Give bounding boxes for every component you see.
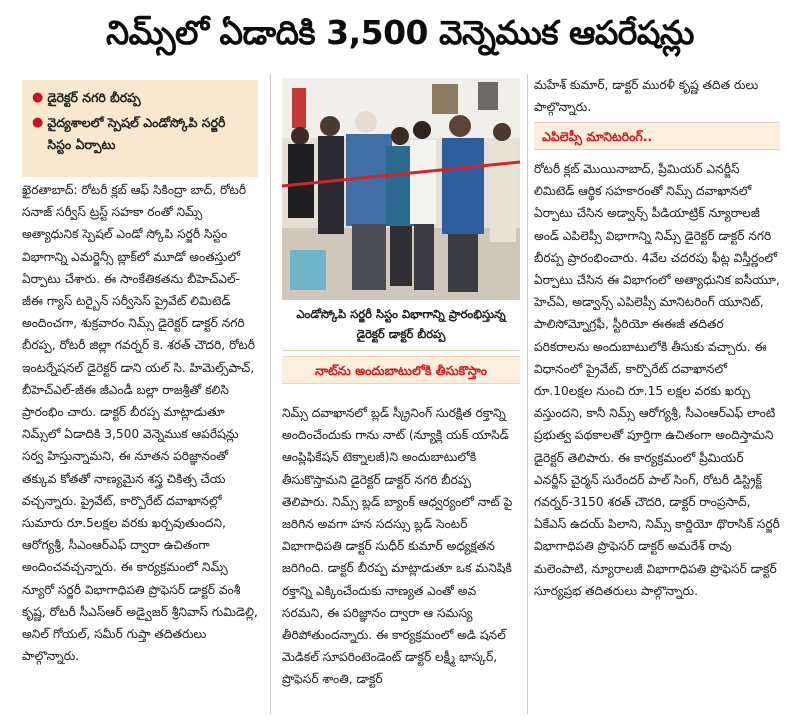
article-column-3b bbox=[534, 154, 780, 602]
article-body-1: ఖైరతాబాద్: రోటరీ క్లబ్ ఆఫ్ సికింద్రా బాద్, రోటరీ సనాజ్ సర్వీస్ ట్రస్ట్ సహకా రంతో నిమ్స్ అత్యాధునిక స్పెషల్ ఎండో స్కోపి సర్జరీ సిస్టం విభాగాన్ని ఎమర్జెన్సీ బ్లాక్‌లో మూడో అంతస్తులో ఏర్పాటు చేశారు. ఈ సాంకేతికతను బీహెచ్ఎల్-జీఈ గ్యాస్ టర్బైన్ సర్వీసెస్ ప్రైవేట్ లిమిటెడ్ అందించగా, శుక్రవారం నిమ్స్ డైరెక్టర్ డాక్టర్ నగరి బీరప్ప, రోటరీ జిల్లా గవర్నర్ కె. శరత్ చౌదరి, రోటరీ ఇంటర్నేషనల్ డైరెక్టర్ డాని యల్ సి. హిమెల్స్‌పాచ్, బీహెచ్ఎల్-జీఈ జీఎండీ బల్లా రాజశ్రీతో కలిసి ప్రారంభిం చారు. డాక్టర్ బీరప్ప మాట్లాడుతూ నిమ్స్‌లో ఏడాదికి 3,500 వెన్నెముక ఆపరేషన్లు సర్వ హిస్తున్నామని, ఈ నూతన పరిజ్ఞానంతో తక్కువ కోతతో నాణ్యమైన శస్త్ర చికిత్స చేయ వచ్చన్నారు. ప్రైవేట్, కార్పొరేట్ దవాఖానల్లో సుమారు రూ.5లక్షల వరకు ఖర్చవుతుందని, ఆరోగ్యశ్రీ, సీఎంఆర్ఎఫ్ ద్వారా ఉచితంగా అందించవచ్చన్నారు. ఈ కార్యక్రమంలో నిమ్స్ న్యూరో సర్జరీ విభాగాధిపతి ప్రొఫెసర్ డాక్టర్ వంశీ కృష్ణ, రోటరీ సీఎస్ఆర్ అడ్వైజర్ శ్రీనివాస్ గుమిడెల్లి, అనిల్ గోయల్, సమీర్ గుప్తా తదితరులు పాల్గొన్నారు. bbox=[22, 183, 258, 664]
photo-caption: ఎండోస్కోపి సర్జరీ సిస్టం విభాగాన్ని ప్రారంభిస్తున్న డైరెక్టర్ డాక్టర్ బీరప్ప bbox=[296, 307, 506, 341]
subheading-epilepsy: ఎపిలెప్సీ మానిటరింగ్.. bbox=[534, 122, 780, 150]
subheading-nat: నాట్‌ను అందుబాటులోకి తీసుకొస్తాం bbox=[282, 356, 520, 384]
highlight-text: డైరెక్టర్ నగరి బీరప్ప bbox=[47, 90, 141, 105]
column-divider-1 bbox=[270, 74, 271, 714]
ribbon-cutting-photo-illustration bbox=[282, 78, 520, 300]
highlight-text: వైద్యశాలలో స్పెషల్ ఎండోస్కోపి సర్జరీ సిస్టం ఏర్పాటు bbox=[47, 115, 226, 152]
headline: నిమ్స్‌లో ఏడాదికి 3,500 వెన్నెముక ఆపరేషన్లు bbox=[106, 13, 694, 52]
highlight-item bbox=[32, 112, 252, 156]
article-column-3 bbox=[534, 74, 780, 120]
article-column-1 bbox=[22, 179, 258, 667]
caption-divider bbox=[282, 350, 520, 351]
article-body-3a: మహేశ్ కుమార్, డాక్టర్ మురళీ కృష్ణ తదిత రులు పాల్గొన్నారు. bbox=[534, 78, 759, 115]
highlight-item bbox=[32, 87, 252, 109]
highlights-box bbox=[22, 80, 258, 177]
article-column-2 bbox=[282, 402, 520, 691]
column-divider-2 bbox=[527, 74, 528, 714]
news-photo bbox=[282, 78, 520, 300]
article-body-2: నిమ్స్ దవాఖానలో బ్లడ్ స్క్రీనింగ్ సురక్షిత రక్తాన్ని అందించేందుకు గాను నాట్ (న్యూక్లి యక్ యాసిడ్ ఆంప్లిఫికేషన్ టెక్నాలజీ)ని అందుబాటులోకి తీసుకొస్తామని డైరెక్టర్ డాక్టర్ నగరి బీరప్ప తెలిపారు. నిమ్స్ బ్లడ్ బ్యాంక్ ఆధ్వర్యంలో నాట్ పై జరిగిన అవగా హన సదస్సు బ్లడ్ సెంటర్ విభాగాధిపతి డాక్టర్ సుధీర్ కుమార్ అధ్యక్షతన జరిగింది. డాక్టర్ బీరప్ప మాట్లాడుతూ ఒక మనిషికి రక్తాన్ని ఎక్కించేందుకు నాణ్యత ఎంతో అవ సరమని, ఈ పరిజ్ఞానం ద్వారా ఆ సమస్య తీరిపోతుందన్నారు. ఈ కార్యక్రమంలో అడి షనల్ మెడికల్ సూపరింటెండెంట్ డాక్టర్ లక్ష్మీ భాస్కర్, ప్రొఫెసర్ శాంతి, డాక్టర్ bbox=[282, 406, 513, 687]
bullet-icon: ● bbox=[32, 90, 44, 105]
bullet-icon: ● bbox=[32, 115, 44, 130]
article-body-3b: రోటరీ క్లబ్ మొయినాబాద్, ప్రీమియర్ ఎనర్జీస్ లిమిటెడ్ ఆర్థిక సహకారంతో నిమ్స్ దవాఖానలో ఏర్పాటు చేసిన అడ్వాన్స్ పీడియాట్రిక్ న్యూరాలజీ అండ్ ఎపిలెప్సీ విభాగాన్ని నిమ్స్ డైరెక్టర్ డాక్టర్ నగరి బీరప్ప ప్రారంభించారు. 4వేల చదరపు ఫీట్ల విస్తీర్ణంలో ఏర్పాటు చేసిన ఈ విభాగంలో అత్యాధునిక ఐసీయూ, హెచ్ఏ, అడ్వాన్స్ ఎపిలెప్సీ మానిటరింగ్ యూనిట్, పాలిసోమ్నోగ్రఫీ, స్టీరియో ఈఈజీ తదితర పరికరాలను అందుబాటులోకి తీసుకు వచ్చారు. ఈ విధానంలో ప్రైవేట్, కార్పొరేట్ దవాఖానలో రూ.10లక్షల నుంచి రూ.15 లక్షల వరకు ఖర్చు వస్తుందని, కానీ నిమ్స్ ఆరోగ్యశ్రీ, సీఎంఆర్ఎఫ్ లాంటి ప్రభుత్వ పథకాలతో పూర్తిగా ఉచితంగా అందిస్తామని డైరెక్టర్ తెలిపారు. ఈ కార్యక్రమంలో ప్రీమియర్ ఎనర్జీస్ చైర్మన్ సురేందర్ పాల్ సింగ్, రోటరీ డిస్ట్రిక్ట్ గవర్నర్-3150 శరత్ చౌదరి, డాక్టర్ రాంప్రసాద్, ఏకేఎస్ ఉదయ్ పిలాని, నిమ్స్ కార్డియో థొరాసిక్ సర్జరీ విభాగాధిపతి ప్రొఫెసర్ డాక్టర్ అమరేశ్ రావు మలెంపాటి, న్యూరాలజీ విభాగాధిపతి ప్రొఫెసర్ డాక్టర్ సూర్యప్రభ తదితరులు పాల్గొన్నారు. bbox=[534, 162, 780, 598]
